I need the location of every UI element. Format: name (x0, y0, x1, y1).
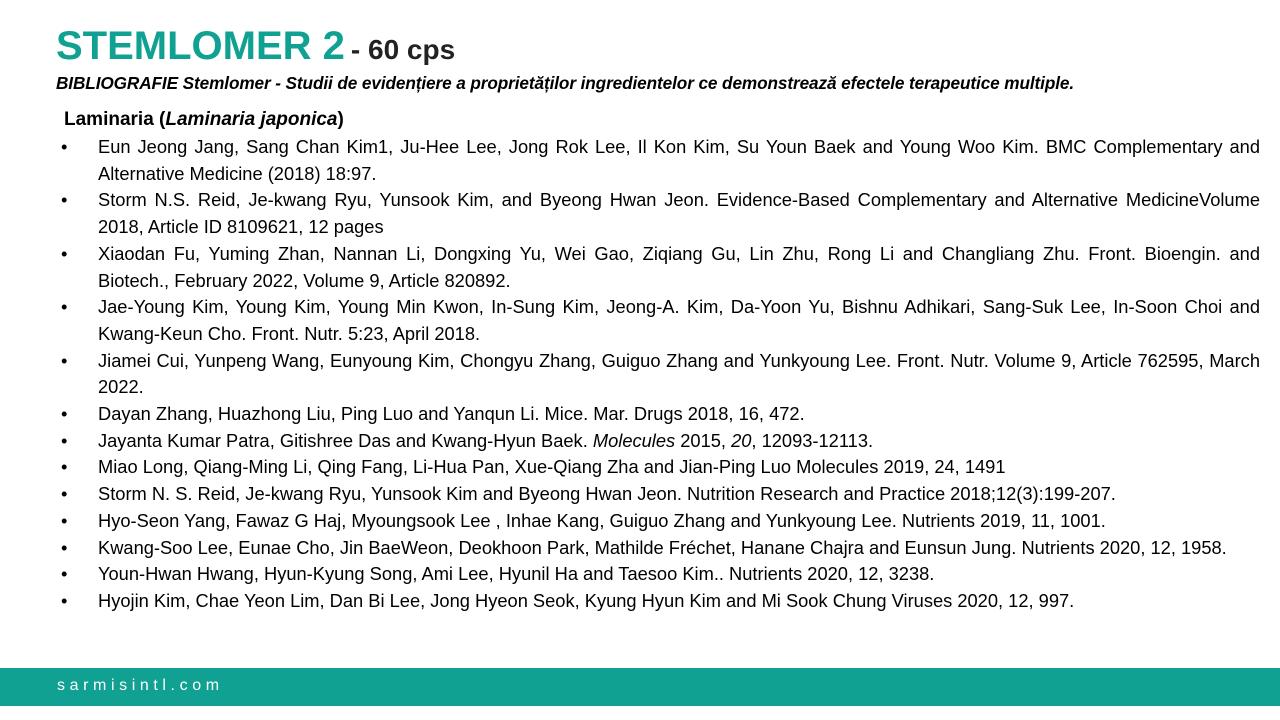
reference-volume: 20 (731, 429, 752, 451)
reference-text: Hyo-Seon Yang, Fawaz G Haj, Myoungsook Lee , Inhae Kang, Guiguo Zhang and Yunkyoung Lee. Nutrients 2019, 11, 1001. (98, 509, 1106, 531)
reference-text: Storm N.S. Reid, Je-kwang Ryu, Yunsook Kim, and Byeong Hwan Jeon. Evidence-Based Complementary and Alternative MedicineVolume 2018, Article ID 8109621, 12 pages (98, 189, 1260, 238)
reference-text (98, 430, 873, 451)
reference-journal: Molecules (592, 429, 676, 451)
bullet-icon: • (61, 536, 68, 558)
reference-text: Kwang-Soo Lee, Eunae Cho, Jin BaeWeon, Deokhoon Park, Mathilde Fréchet, Hanane Chajra and Eunsun Jung. Nutrients 2020, 12, 1958. (98, 536, 1227, 558)
bullet-icon: • (61, 429, 68, 451)
list-item (61, 481, 1260, 508)
reference-text: Dayan Zhang, Huazhong Liu, Ping Luo and Yanqun Li. Mice. Mar. Drugs 2018, 16, 472. (98, 403, 805, 425)
bullet-icon: • (61, 296, 68, 318)
list-item (61, 588, 1260, 615)
reference-text: Storm N. S. Reid, Je-kwang Ryu, Yunsook Kim and Byeong Hwan Jeon. Nutrition Research and Practice 2018;12(3):199-207. (98, 483, 1116, 505)
reference-text: Youn-Hwan Hwang, Hyun-Kyung Song, Ami Lee, Hyunil Ha and Taesoo Kim.. Nutrients 2020, 12, 3238. (98, 563, 935, 585)
reference-year: 2015, (675, 429, 732, 451)
list-item (61, 241, 1260, 294)
section-heading (64, 109, 344, 131)
list-item (61, 134, 1260, 187)
list-item (61, 454, 1260, 481)
section-heading-prefix: Laminaria ( (64, 109, 166, 130)
bullet-icon: • (61, 563, 68, 585)
reference-authors: Jayanta Kumar Patra, Gitishree Das and Kwang-Hyun Baek. (98, 429, 593, 451)
product-count: - 60 cps (350, 34, 456, 65)
bullet-icon: • (61, 189, 68, 211)
bullet-icon: • (61, 403, 68, 425)
reference-text: Hyojin Kim, Chae Yeon Lim, Dan Bi Lee, Jong Hyeon Seok, Kyung Hyun Kim and Mi Sook Chung Viruses 2020, 12, 997. (98, 589, 1075, 611)
reference-text: Eun Jeong Jang, Sang Chan Kim1, Ju-Hee Lee, Jong Rok Lee, Il Kon Kim, Su Youn Baek and Young Woo Kim. BMC Complementary and Alternative Medicine (2018) 18:97. (98, 136, 1260, 184)
reference-text: Jae-Young Kim, Young Kim, Young Min Kwon, In-Sung Kim, Jeong-A. Kim, Da-Yoon Yu, Bishnu Adhikari, Sang-Suk Lee, In-Soon Choi and Kwang-Keun Cho. Front. Nutr. 5:23, April 2018. (98, 296, 1260, 344)
list-item (61, 294, 1260, 347)
page-title (56, 20, 455, 76)
bullet-icon: • (61, 483, 68, 505)
section-heading-latin: Laminaria japonica (165, 109, 338, 130)
product-name: STEMLOMER 2 (56, 24, 345, 68)
reference-pages: , 12093-12113. (751, 429, 874, 451)
reference-text: Jiamei Cui, Yunpeng Wang, Eunyoung Kim, Chongyu Zhang, Guiguo Zhang and Yunkyoung Lee. Front. Nutr. Volume 9, Article 762595, March 2022. (98, 349, 1260, 398)
list-item (61, 428, 1260, 455)
list-item (61, 187, 1260, 240)
bullet-icon: • (61, 509, 68, 531)
reference-list (61, 134, 1260, 615)
bullet-icon: • (61, 589, 68, 611)
reference-text: Miao Long, Qiang-Ming Li, Qing Fang, Li-Hua Pan, Xue-Qiang Zha and Jian-Ping Luo Molecules 2019, 24, 1491 (98, 456, 1006, 478)
list-item (61, 561, 1260, 588)
bibliography-subtitle: BIBLIOGRAFIE Stemlomer - Studii de evidențiere a proprietăților ingredientelor ce demonstrează efectele terapeutice multiple. (56, 73, 1075, 93)
list-item (61, 348, 1260, 401)
bullet-icon: • (61, 136, 68, 157)
list-item (61, 535, 1260, 562)
bullet-icon: • (61, 349, 68, 371)
reference-text: Xiaodan Fu, Yuming Zhan, Nannan Li, Dongxing Yu, Wei Gao, Ziqiang Gu, Lin Zhu, Rong Li and Changliang Zhu. Front. Bioengin. and Biotech., February 2022, Volume 9, Article 820892. (98, 242, 1260, 291)
list-item (61, 508, 1260, 535)
list-item (61, 401, 1260, 428)
bullet-icon: • (61, 242, 68, 264)
footer-bar (0, 668, 1280, 706)
footer-website: sarmisintl.com (57, 677, 224, 694)
section-heading-suffix: ) (337, 109, 344, 130)
bullet-icon: • (61, 456, 68, 478)
